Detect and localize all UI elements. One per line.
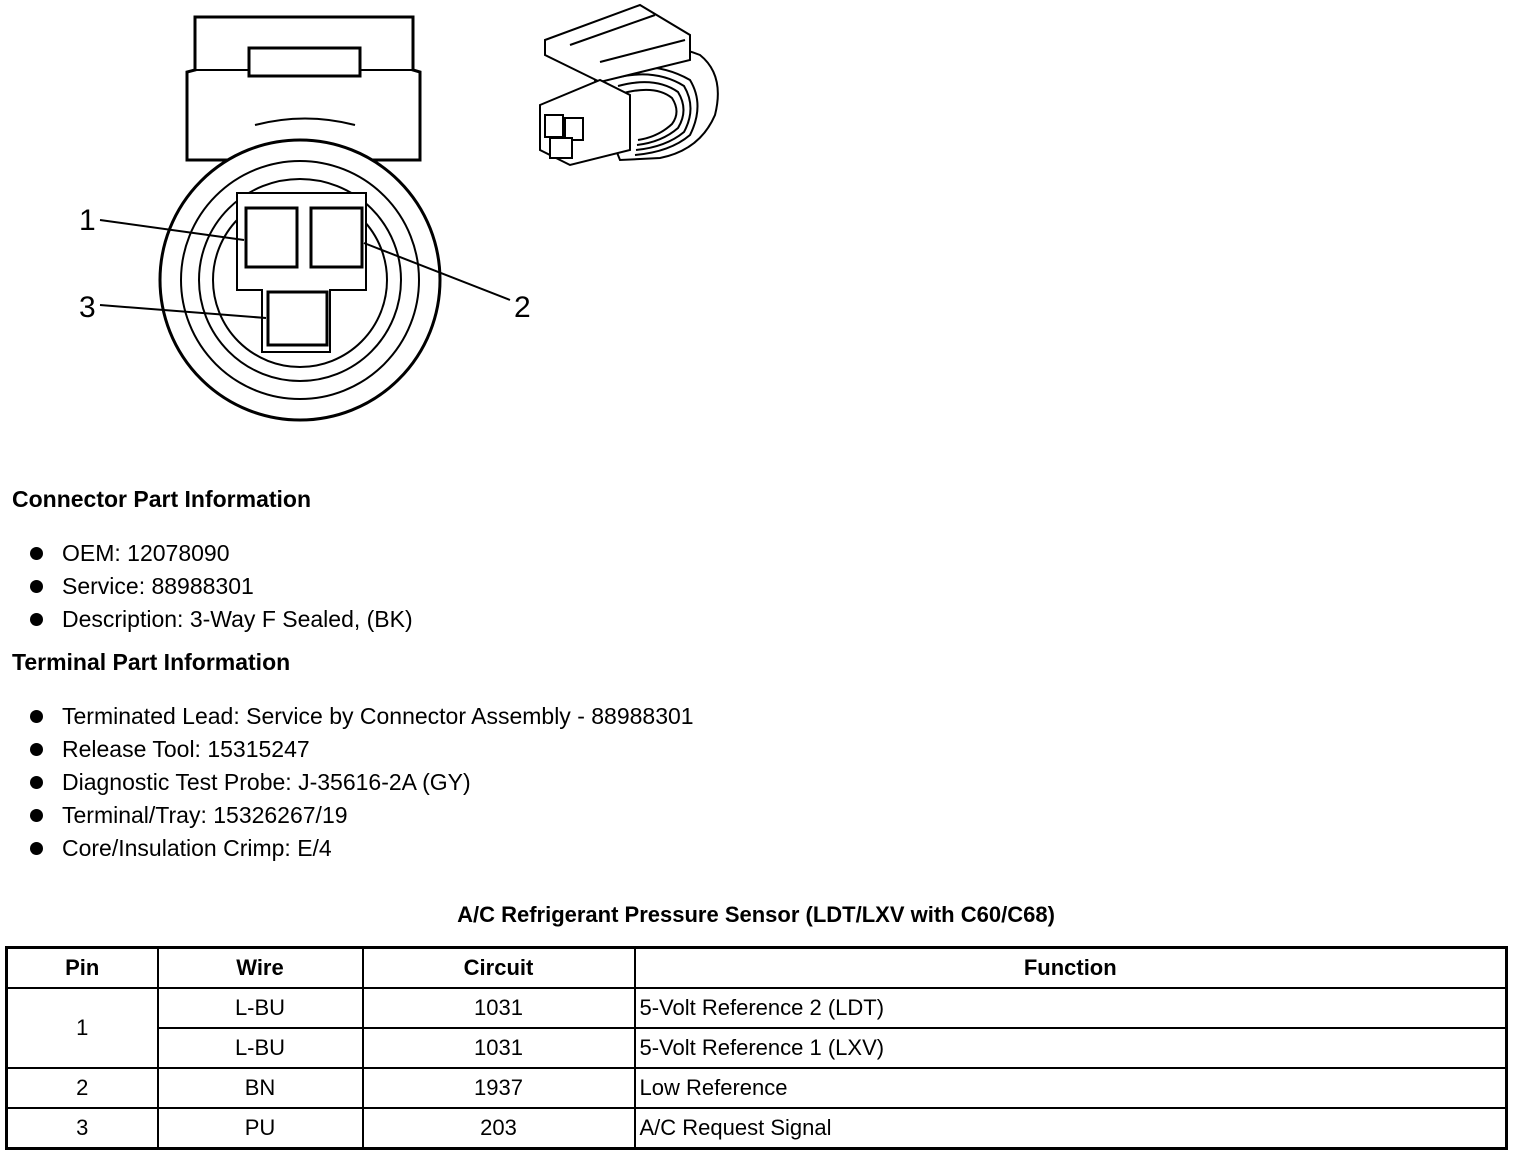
latch-window: [249, 48, 360, 76]
bullet-icon: [30, 710, 43, 723]
list-item: [30, 832, 694, 865]
diagnostic-test-probe: Diagnostic Test Probe: J-35616-2A (GY): [62, 769, 471, 795]
cell-circuit: 1937: [363, 1068, 635, 1108]
terminal-2: [311, 208, 362, 267]
cell-function: Low Reference: [635, 1068, 1507, 1108]
header-function: Function: [635, 948, 1507, 989]
bullet-icon: [30, 580, 43, 593]
list-item: [30, 700, 694, 733]
bullet-icon: [30, 842, 43, 855]
pin-2-label: 2: [514, 291, 531, 324]
connector-diagram: [0, 0, 760, 440]
connector-description: Description: 3-Way F Sealed, (BK): [62, 606, 413, 632]
terminal-tray: Terminal/Tray: 15326267/19: [62, 802, 348, 828]
connector-part-info-heading: Connector Part Information: [12, 486, 312, 512]
list-item: [30, 766, 694, 799]
bullet-icon: [30, 547, 43, 560]
connector-part-info-list: [30, 537, 413, 636]
list-item: [30, 570, 413, 603]
cell-circuit: 203: [363, 1108, 635, 1149]
list-item: [30, 603, 413, 636]
bullet-icon: [30, 809, 43, 822]
pin-1-label: 1: [79, 204, 96, 237]
table-header-row: [7, 948, 1507, 989]
list-item: [30, 537, 413, 570]
terminal-1: [246, 208, 297, 267]
header-pin: Pin: [7, 948, 158, 989]
terminal-part-info-heading: Terminal Part Information: [12, 649, 291, 675]
pin-table-title: A/C Refrigerant Pressure Sensor (LDT/LXV with C60/C68): [457, 902, 1055, 927]
cell-pin: 3: [7, 1108, 158, 1149]
cell-circuit: 1031: [363, 988, 635, 1028]
terminated-lead: Terminated Lead: Service by Connector Assembly - 88988301: [62, 703, 694, 729]
table-row: [7, 1108, 1507, 1149]
terminal-part-info-list: [30, 700, 694, 865]
terminal-3: [268, 292, 327, 345]
cell-circuit: 1031: [363, 1028, 635, 1068]
connector-oem: OEM: 12078090: [62, 540, 230, 566]
table-row: [7, 1028, 1507, 1068]
table-row: [7, 988, 1507, 1028]
cell-function: 5-Volt Reference 2 (LDT): [635, 988, 1507, 1028]
cell-wire: L-BU: [158, 988, 363, 1028]
list-item: [30, 733, 694, 766]
pin-table: [5, 946, 1508, 1150]
header-circuit: Circuit: [363, 948, 635, 989]
cell-wire: L-BU: [158, 1028, 363, 1068]
cell-wire: BN: [158, 1068, 363, 1108]
list-item: [30, 799, 694, 832]
table-row: [7, 1068, 1507, 1108]
connector-3d-view: [540, 5, 718, 165]
bullet-icon: [30, 743, 43, 756]
connector-service: Service: 88988301: [62, 573, 254, 599]
release-tool: Release Tool: 15315247: [62, 736, 310, 762]
header-wire: Wire: [158, 948, 363, 989]
pin-3-label: 3: [79, 291, 96, 324]
core-insulation-crimp: Core/Insulation Crimp: E/4: [62, 835, 332, 861]
cell-pin: 2: [7, 1068, 158, 1108]
cell-pin: 1: [7, 988, 158, 1068]
cell-function: 5-Volt Reference 1 (LXV): [635, 1028, 1507, 1068]
bullet-icon: [30, 613, 43, 626]
cell-function: A/C Request Signal: [635, 1108, 1507, 1149]
connector-face-view: [100, 17, 510, 420]
bullet-icon: [30, 776, 43, 789]
cell-wire: PU: [158, 1108, 363, 1149]
